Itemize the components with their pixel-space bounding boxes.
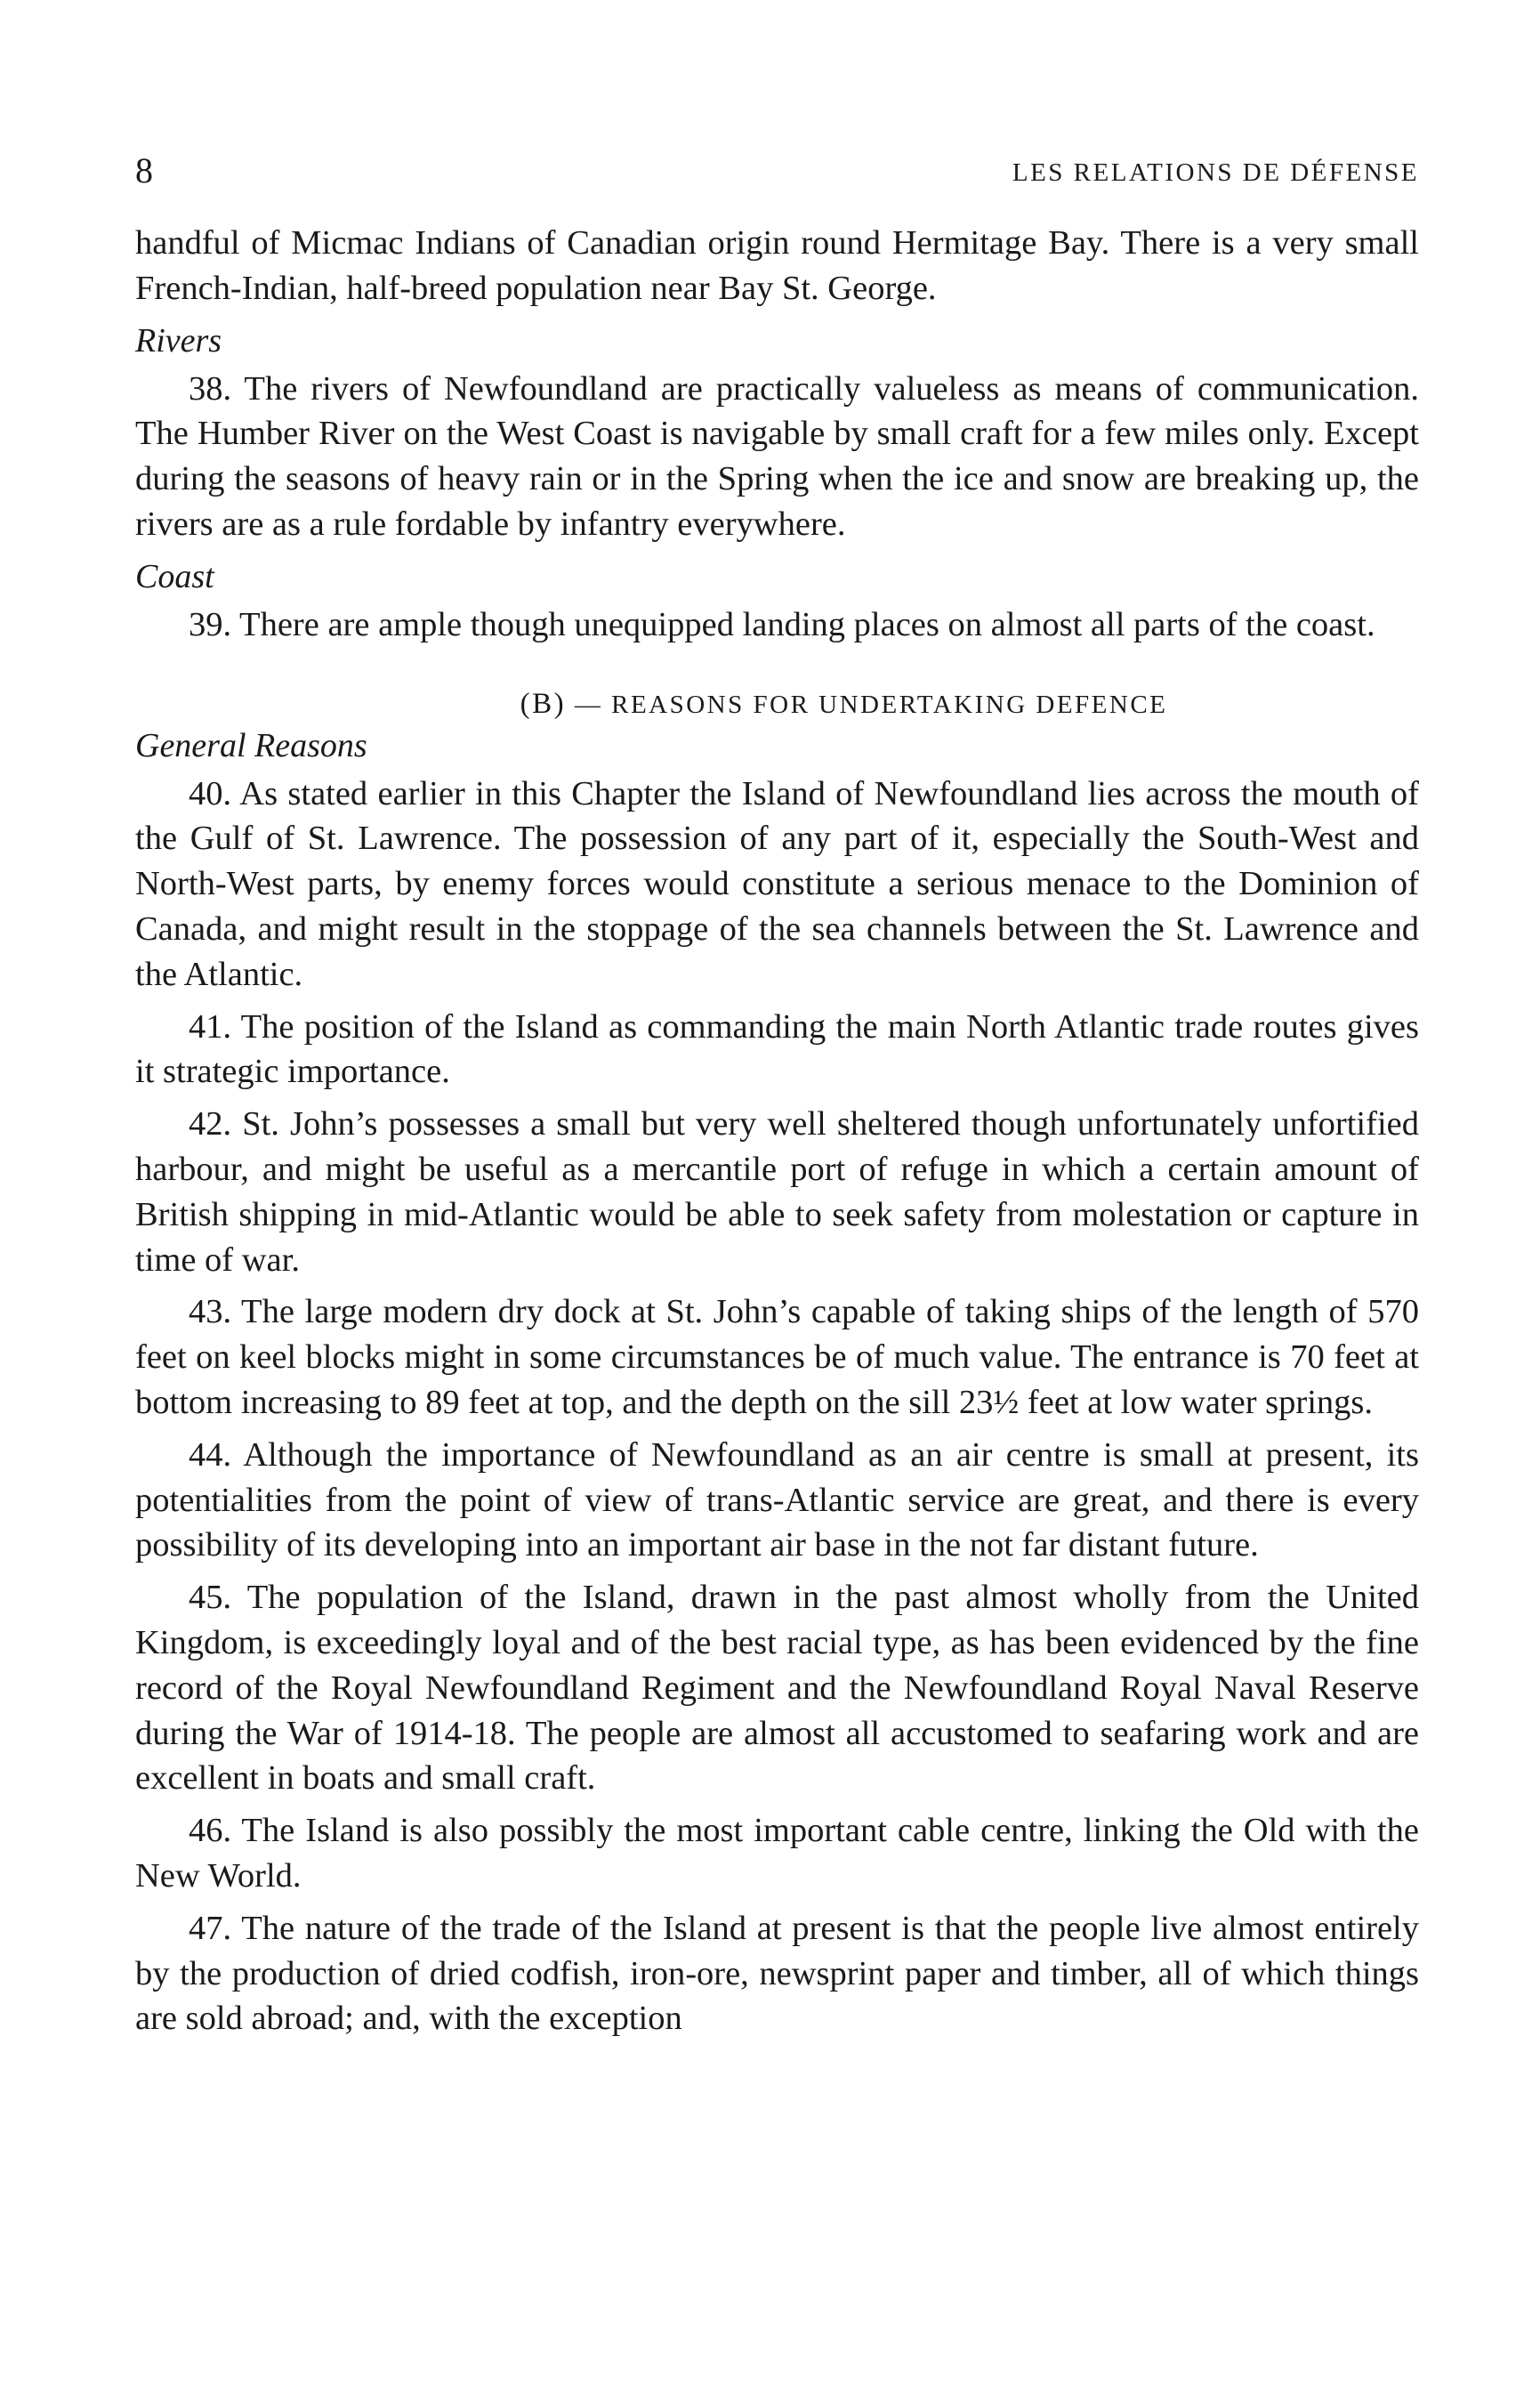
heading-general-reasons: General Reasons xyxy=(135,726,367,764)
section-heading-b xyxy=(135,683,1419,725)
heading-rivers: Rivers xyxy=(135,321,222,360)
running-title: LES RELATIONS DE DÉFENSE xyxy=(1012,158,1419,187)
paragraph-40: 40. As stated earlier in this Chapter the Island of Newfoundland lies across the mouth of the Gulf of St. Lawrence. The possession of any part of it, especially the South-West and North-West parts, by enemy forces would constitute a serious menace to the Dominion of Canada, and might result in the stoppage of the sea channels between the St. Lawrence and the Atlantic. xyxy=(135,774,1419,993)
paragraph-46: 46. The Island is also possibly the most important cable centre, linking the Old with the New World. xyxy=(135,1812,1419,1895)
document-page xyxy=(135,142,1419,2041)
paragraph-47: 47. The nature of the trade of the Island at present is that the people live almost entirely by the production of dried codfish, iron-ore, newsprint paper and timber, all of which things are sold abroad; and, with the exception xyxy=(135,1909,1419,2038)
paragraph-44: 44. Although the importance of Newfoundland as an air centre is small at present, its potentialities from the point of view of trans-Atlantic service are great, and there is every possibility of its developing into an important air base in the not far distant future. xyxy=(135,1435,1419,1564)
paragraph-41: 41. The position of the Island as commanding the main North Atlantic trade routes gives it strategic importance. xyxy=(135,1007,1419,1091)
section-title: REASONS FOR UNDERTAKING DEFENCE xyxy=(611,690,1168,719)
paragraph-45: 45. The population of the Island, drawn in the past almost wholly from the United Kingdom, is exceedingly loyal and of the best racial type, as has been evidenced by the fine record of the Royal Newfoundland Regiment and the Newfoundland Royal Naval Reserve during the War of 1914-18. The people are almost all accustomed to seafaring work and are excellent in boats and small craft. xyxy=(135,1579,1419,1798)
section-dash: — xyxy=(574,690,603,719)
page-number: 8 xyxy=(135,150,153,190)
paragraph-38: 38. The rivers of Newfoundland are practically valueless as means of communication. The Humber River on the West Coast is navigable by small craft for a few miles only. Except during the seasons of heavy rain or in the Spring when the ice and snow are breaking up, the rivers are as a rule fordable by infantry everywhere. xyxy=(135,369,1419,543)
heading-coast: Coast xyxy=(135,557,214,595)
paragraph-43: 43. The large modern dry dock at St. John’s capable of taking ships of the length of 570 feet on keel blocks might in some circumstances be of much value. The entrance is 70 feet at bottom increasing to 89 feet at top, and the depth on the sill 23½ feet at low water springs. xyxy=(135,1293,1419,1421)
section-letter: (B) xyxy=(520,687,567,720)
running-head xyxy=(135,142,1419,196)
paragraph-39: 39. There are ample though unequipped landing places on almost all parts of the coast. xyxy=(189,605,1375,643)
paragraph-42: 42. St. John’s possesses a small but very well sheltered though unfortunately unfortified harbour, and might be useful as a mercantile port of refuge in which a certain amount of British shipping in mid-Atlantic would be able to seek safety from molestation or capture in time of war. xyxy=(135,1105,1419,1279)
intro-paragraph: handful of Micmac Indians of Canadian origin round Hermitage Bay. There is a very small French-Indian, half-breed population near Bay St. George. xyxy=(135,224,1419,307)
